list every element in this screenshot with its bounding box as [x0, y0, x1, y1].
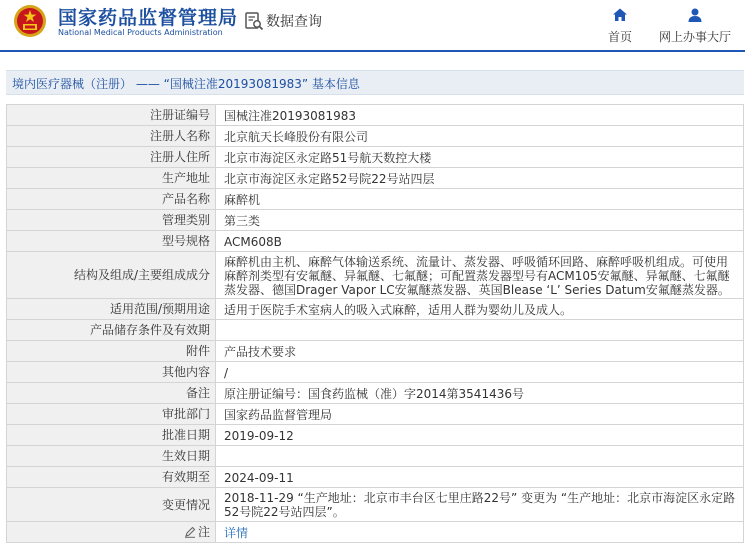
note-label-cell — [7, 522, 216, 543]
table-row — [7, 252, 744, 299]
breadcrumb-section[interactable]: 境内医疗器械（注册） — [12, 77, 133, 91]
field-label: 批准日期 — [7, 425, 216, 446]
header-divider — [0, 50, 745, 52]
field-label: 有效期至 — [7, 467, 216, 488]
table-row — [7, 383, 744, 404]
field-label: 变更情况 — [7, 488, 216, 522]
table-row — [7, 404, 744, 425]
field-value — [216, 446, 744, 467]
nav-home-label: 首页 — [607, 30, 632, 44]
table-row — [7, 425, 744, 446]
table-row — [7, 341, 744, 362]
field-label: 生产地址 — [7, 168, 216, 189]
field-value: 适用于医院手术室病人的吸入式麻醉，适用人群为婴幼儿及成人。 — [216, 299, 744, 320]
nav-service-hall-label: 网上办事大厅 — [658, 30, 731, 44]
note-icon — [184, 526, 196, 538]
field-label: 注册证编号 — [7, 105, 216, 126]
field-value: 北京航天长峰股份有限公司 — [216, 126, 744, 147]
field-value — [216, 320, 744, 341]
field-value: 麻醉机 — [216, 189, 744, 210]
table-row — [7, 362, 744, 383]
table-row — [7, 231, 744, 252]
data-query-title: 数据查询 — [266, 14, 322, 30]
breadcrumb-record: “国械注准20193081983” — [163, 77, 309, 91]
table-row — [7, 147, 744, 168]
org-name-cn: 国家药品监督管理局 — [58, 7, 239, 29]
details-link[interactable]: 详情 — [224, 525, 249, 540]
breadcrumb — [6, 70, 744, 95]
field-value: 产品技术要求 — [216, 341, 744, 362]
table-row — [7, 320, 744, 341]
field-value: 2018-11-29 “生产地址：北京市丰台区七里庄路22号” 变更为 “生产地址：北京市海淀区永定路52号院22号站四层”。 — [216, 488, 744, 522]
field-value: / — [216, 362, 744, 383]
field-value: 2019-09-12 — [216, 425, 744, 446]
field-value: 北京市海淀区永定路52号院22号站四层 — [216, 168, 744, 189]
table-row — [7, 105, 744, 126]
table-row — [7, 168, 744, 189]
data-query-icon — [244, 11, 264, 31]
field-value: 国家药品监督管理局 — [216, 404, 744, 425]
field-value: 2024-09-11 — [216, 467, 744, 488]
site-header — [0, 0, 745, 44]
field-label: 产品名称 — [7, 189, 216, 210]
person-icon — [687, 7, 703, 23]
field-label: 其他内容 — [7, 362, 216, 383]
table-row — [7, 522, 744, 543]
table-row — [7, 126, 744, 147]
field-value: 原注册证编号：国食药监械（准）字2014第3541436号 — [216, 383, 744, 404]
field-value: 北京市海淀区永定路51号航天数控大楼 — [216, 147, 744, 168]
field-label: 备注 — [7, 383, 216, 404]
field-label: 附件 — [7, 341, 216, 362]
table-row — [7, 210, 744, 231]
field-value: 第三类 — [216, 210, 744, 231]
field-label: 注册人住所 — [7, 147, 216, 168]
nav-service-hall[interactable] — [655, 7, 735, 45]
table-row — [7, 467, 744, 488]
field-label: 管理类别 — [7, 210, 216, 231]
field-label: 生效日期 — [7, 446, 216, 467]
field-label: 审批部门 — [7, 404, 216, 425]
field-value: 麻醉机由主机、麻醉气体输送系统、流量计、蒸发器、呼吸循环回路、麻醉呼吸机组成。可使用麻醉剂类型有安氟醚、异氟醚、七氟醚；可配置蒸发器型号有ACM105安氟醚、异氟醚、七氟醚蒸发器、德国Drager Vapor LC安氟醚蒸发器、英国Blease ‘L’ Series Datum安氟醚蒸发器。 — [216, 252, 744, 299]
breadcrumb-text — [12, 75, 360, 92]
home-icon — [612, 7, 628, 23]
table-row — [7, 189, 744, 210]
field-value: 国械注准20193081983 — [216, 105, 744, 126]
table-row — [7, 488, 744, 522]
field-label: 型号规格 — [7, 231, 216, 252]
nav-home[interactable] — [604, 7, 636, 45]
field-label: 注 — [197, 525, 210, 539]
device-info-table — [6, 104, 744, 543]
table-row — [7, 446, 744, 467]
field-value: ACM608B — [216, 231, 744, 252]
breadcrumb-separator: —— — [135, 77, 160, 91]
field-label: 产品储存条件及有效期 — [7, 320, 216, 341]
field-label: 注册人名称 — [7, 126, 216, 147]
org-name-en: National Medical Products Administration — [58, 28, 223, 37]
field-label: 结构及组成/主要组成成分 — [7, 252, 216, 299]
table-row — [7, 299, 744, 320]
national-emblem-icon — [13, 4, 47, 38]
field-label: 适用范围/预期用途 — [7, 299, 216, 320]
breadcrumb-suffix: 基本信息 — [311, 77, 360, 91]
